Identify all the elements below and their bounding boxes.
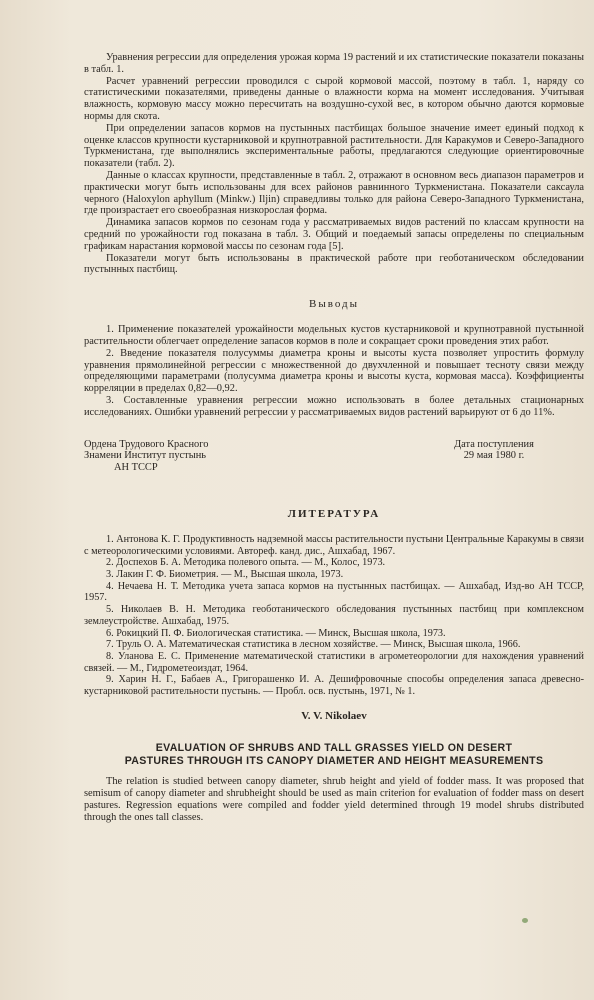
conclusion-item: 1. Применение показателей урожайности модельных кустов кустарниковой и крупнотравной пустынной растительности облегчает определение запасов кормов в поле и сокращает сроки проведения этих работ. [84, 324, 584, 347]
english-abstract: The relation is studied between canopy diameter, shrub height and yield of fodder mass. It was proposed that semisum of canopy diameter and shrubheight should be used as main criterion for evaluation of fodder mass on desert pastures. Regression equations were compiled and fodder yield determined through 19 model shrubs distributed through the ones tall classes. [84, 775, 584, 823]
received-label: Дата поступления [454, 438, 534, 450]
reference-list [84, 534, 584, 698]
body-text [84, 52, 584, 276]
reference-item: 5. Николаев В. Н. Методика геоботанического обследования пустынных пастбищ при комплексном землеустройстве. Ашхабад, 1975. [84, 604, 584, 627]
institution-affiliation [84, 439, 304, 474]
affiliation-row [84, 439, 584, 474]
conclusions-list [84, 324, 584, 418]
reference-item: 9. Харин Н. Г., Бабаев А., Григорашенко И. А. Дешифровочные способы определения запаса древесно-кустарниковой растительности пустынь. — Пробл. осв. пустынь, 1971, № 1. [84, 674, 584, 698]
reference-item: 6. Рокицкий П. Ф. Биологическая статистика. — Минск, Высшая школа, 1973. [106, 627, 446, 639]
conclusions-heading: Выводы [308, 298, 360, 311]
affiliation-line: Ордена Трудового Красного [84, 438, 209, 450]
english-title-line: PASTURES THROUGH ITS CANOPY DIAMETER AND HEIGHT MEASUREMENTS [124, 754, 544, 767]
received-value: 29 мая 1980 г. [463, 450, 525, 462]
reference-item: 1. Антонова К. Г. Продуктивность надземной массы растительности пустыни Центральные Каракумы в связи с метеорологическими условиями. Автореф. канд. дис., Ашхабад, 1967. [84, 533, 584, 557]
received-date [434, 439, 554, 474]
paragraph: Динамика запасов кормов по сезонам года у рассматриваемых видов растений по классам крупности на средний по урожайности год показана в табл. 3. Общий и поедаемый запасы определены по специальным графикам нарастания кормовой массы по сезонам года [5]. [84, 217, 584, 252]
paragraph: Расчет уравнений регрессии проводился с сырой кормовой массой, поэтому в табл. 1, наряду со статистическими показателями, приведены данные о влажности корма на момент исследования. Учитывая влажность, кормовую массу можно пересчитать на воздушно-сухой вес, в котором обычно даются кормовые нормы для скота. [84, 75, 584, 122]
conclusion-item: 3. Составленные уравнения регрессии можно использовать в более детальных стационарных исследованиях. Ошибки уравнений регрессии у рассматриваемых видов растений варьируют от 6 до 11%. [84, 394, 584, 418]
reference-item: 7. Труль О. А. Математическая статистика в лесном хозяйстве. — Минск, Высшая школа, 1966. [106, 639, 521, 651]
english-author: V. V. Nikolaev [301, 709, 367, 722]
reference-item: 3. Лакин Г. Ф. Биометрия. — М., Высшая школа, 1973. [106, 569, 344, 581]
reference-item: 4. Нечаева Н. Т. Методика учета запаса кормов на пустынных пастбищах. — Ашхабад, Изд-во АН ТССР, 1957. [84, 580, 584, 604]
paper-stain [522, 918, 528, 923]
paragraph: Уравнения регрессии для определения урожая корма 19 растений и их статистические показатели показаны в табл. 1. [84, 52, 584, 75]
paragraph: Данные о классах крупности, представленные в табл. 2, отражают в основном весь диапазон параметров и практически могут быть использованы для всех районов равнинного Туркменистана. Показатели саксаула черного (Haloxylon aphyllum (Minkw.) Iljin) справедливы только для района Северо-Западного Туркменистана, где произрастает его своеобразная низкорослая форма. [84, 169, 584, 217]
reference-item: 2. Доспехов Б. А. Методика полевого опыта. — М., Колос, 1973. [106, 557, 386, 569]
english-title-line: EVALUATION OF SHRUBS AND TALL GRASSES YIELD ON DESERT [155, 741, 513, 754]
literature-heading: ЛИТЕРАТУРА [287, 507, 381, 520]
affiliation-line: АН ТССР [114, 462, 158, 474]
paragraph: Показатели могут быть использованы в практической работе при геоботаническом обследовании пустынных пастбищ. [84, 252, 584, 276]
english-title [84, 742, 584, 768]
conclusion-item: 2. Введение показателя полусуммы диаметра кроны и высоты куста позволяет упростить формулу уравнения прямолинейной регрессии с множественной до двухчленной и повышает тесноту связи между определяющими параметрами (полусумма диаметра кроны и высоты куста, кормовая масса). Коэффициенты корреляции в пределах 0,82—0,92. [84, 347, 584, 395]
paragraph: При определении запасов кормов на пустынных пастбищах большое значение имеет единый подход к оценке классов крупности кустарниковой и крупнотравной растительности. Для Каракумов и Северо-Западного Туркменистана, где выполнялись экспериментальные работы, предлагаются следующие ориентировочные показатели (табл. 2). [84, 122, 584, 170]
reference-item: 8. Уланова Е. С. Применение математической статистики в агрометеорологии для нахождения уравнений связей. — М., Гидрометеоиздат, 1964. [84, 650, 584, 674]
affiliation-line: Знамени Институт пустынь [84, 450, 206, 462]
